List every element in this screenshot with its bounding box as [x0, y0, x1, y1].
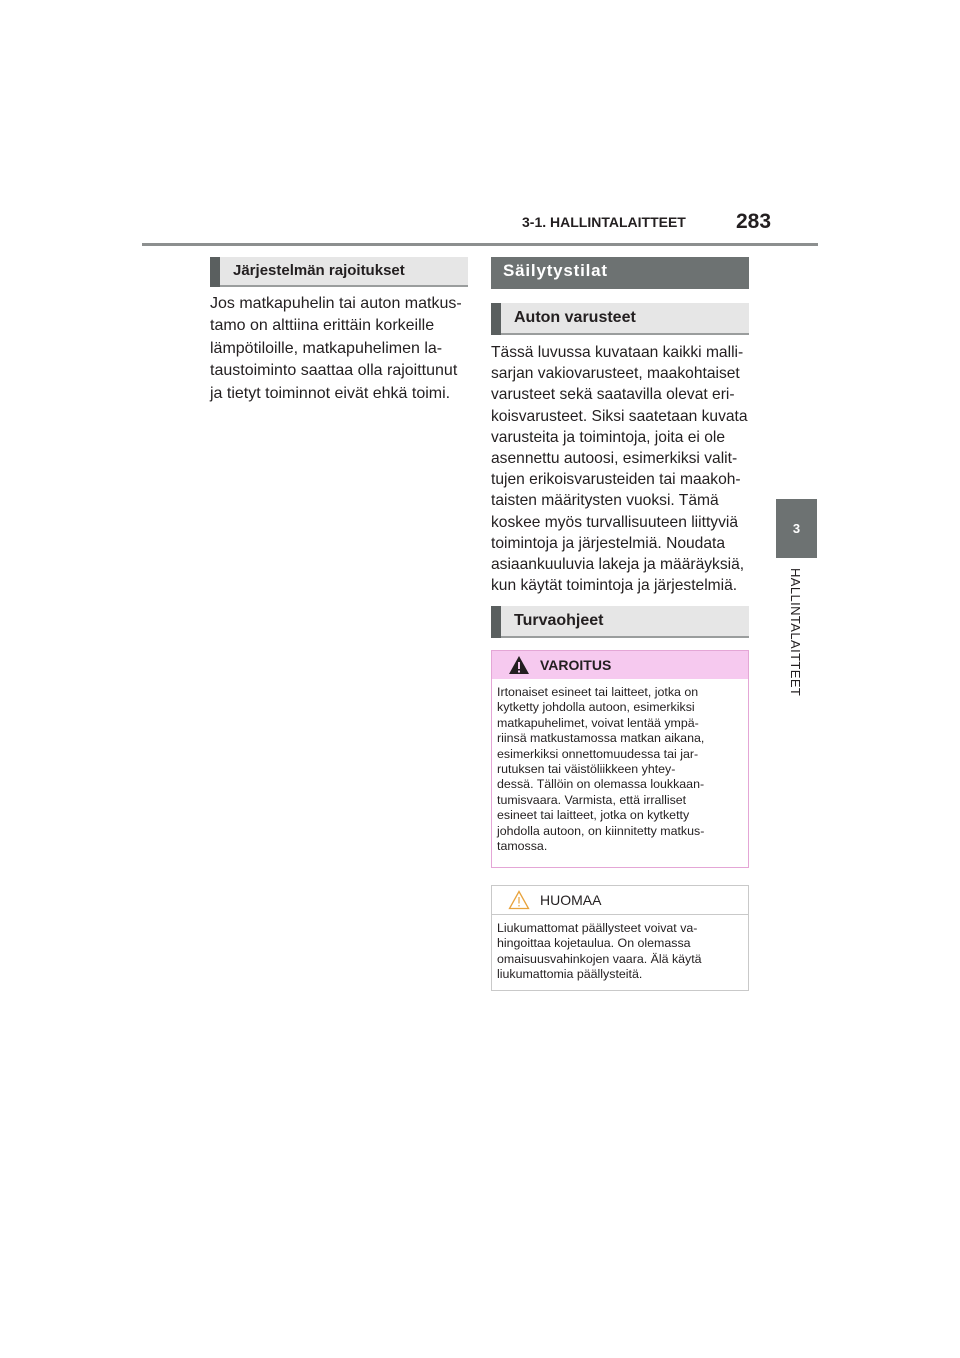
- warning-text: [492, 679, 748, 854]
- text-line: ja tietyt toiminnot eivät ehkä toimi.: [210, 384, 451, 402]
- text-line: dessä. Tällöin on olemassa loukkaan-: [497, 777, 705, 792]
- text-line: tumisvaara. Varmista, että irralliset: [497, 792, 687, 807]
- text-line: esineet tai laitteet, jotka on kytketty: [497, 808, 690, 823]
- subheading-marker: [210, 257, 220, 287]
- text-line: riinsä matkustamossa matkan aikana,: [497, 731, 705, 746]
- text-line: lämpötiloille, matkapuhelimen la-: [210, 339, 443, 357]
- text-line: tamossa.: [497, 839, 548, 854]
- warning-title-bar: [492, 651, 748, 679]
- warning-box: [491, 650, 749, 868]
- text-line: varusteita ja toimintoja, joita ei ole: [491, 428, 726, 446]
- text-line: Irtonaiset esineet tai laitteet, jotka on: [497, 685, 699, 699]
- subheading-system-limitations: [210, 257, 468, 287]
- text-line: taisten määritysten vuoksi. Tämä: [491, 492, 719, 510]
- section-title: 3-1. HALLINTALAITTEET: [522, 214, 686, 230]
- text-line: varusteet sekä saatavilla olevat eri-: [491, 386, 735, 404]
- text-line: asiaankuuluvia lakeja ja määräyksiä,: [491, 556, 745, 574]
- text-line: kytketty johdolla autoon, esimerkiksi: [497, 700, 695, 715]
- text-line: matkapuhelimet, voivat lentää ympä-: [497, 715, 699, 730]
- notice-title: HUOMAA: [540, 892, 602, 908]
- notice-title-bar: [492, 886, 748, 915]
- text-line: esimerkiksi onnettomuudessa tai jar-: [497, 746, 699, 761]
- subheading-text: Auton varusteet: [514, 309, 636, 326]
- text-line: omaisuusvahinkojen vaara. Älä käytä: [497, 951, 702, 966]
- subheading-safety-instructions: [491, 606, 749, 638]
- chapter-label: HALLINTALAITTEET: [788, 568, 803, 697]
- text-line: tamo on alttiina erittäin korkeille: [210, 317, 435, 335]
- left-paragraph: [210, 293, 462, 405]
- main-heading-storage: [491, 257, 749, 289]
- text-line: koskee myös turvallisuuteen liittyviä: [491, 513, 739, 531]
- text-line: koisvarusteet. Siksi saatetaan kuvata: [491, 407, 748, 425]
- text-line: toimintoja ja järjestelmiä. Noudata: [491, 534, 726, 552]
- subheading-car-equipment: [491, 303, 749, 335]
- text-line: rutuksen tai väistöliikkeen yhtey-: [497, 762, 676, 777]
- text-line: hingoittaa kojetaulua. On olemassa: [497, 936, 691, 951]
- warning-triangle-icon: [508, 655, 530, 675]
- text-line: johdolla autoon, on kiinnitetty matkus-: [497, 823, 705, 838]
- subheading-text: Järjestelmän rajoitukset: [233, 262, 405, 279]
- text-line: asennettu autoosi, esimerkiksi valit-: [491, 450, 738, 468]
- text-line: liukumattomia päällysteitä.: [497, 967, 643, 982]
- chapter-tab: 3: [776, 499, 817, 558]
- text-line: tujen erikoisvarusteiden tai maakoh-: [491, 471, 741, 489]
- warning-title: VAROITUS: [540, 657, 612, 673]
- text-line: Jos matkapuhelin tai auton matkus-: [210, 295, 462, 312]
- right-paragraph: [491, 342, 748, 596]
- caution-triangle-icon: [508, 890, 530, 910]
- subheading-text: Turvaohjeet: [514, 612, 604, 629]
- text-line: sarjan vakiovarusteet, maakohtaiset: [491, 365, 740, 383]
- text-line: Tässä luvussa kuvataan kaikki malli-: [491, 344, 744, 361]
- text-line: taustoiminto saattaa olla rajoittunut: [210, 362, 458, 380]
- main-heading-text: Säilytystilat: [503, 261, 608, 280]
- subheading-marker: [491, 606, 501, 638]
- text-line: kun käytät toimintoja ja järjestelmiä.: [491, 577, 738, 595]
- header-divider: [142, 243, 818, 246]
- notice-box: [491, 885, 749, 991]
- text-line: Liukumattomat päällysteet voivat va-: [497, 921, 698, 935]
- notice-text: [492, 915, 748, 983]
- page-number: 283: [736, 210, 772, 233]
- subheading-marker: [491, 303, 501, 335]
